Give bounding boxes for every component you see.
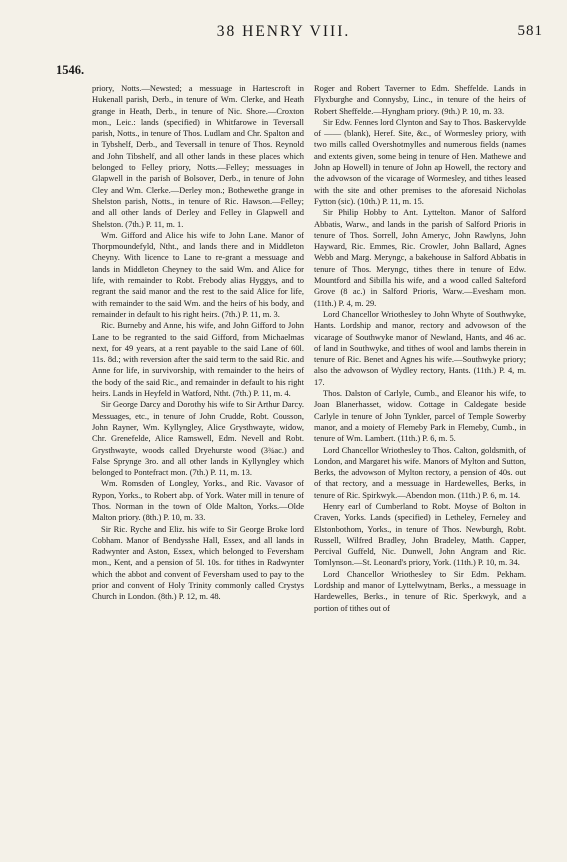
calendar-entry: Roger and Robert Taverner to Edm. Sheffelde. Lands in Flyxburghe and Connysby, Linc., in tenure of the heirs of Robert Sheffelde.—Hyngham priory. (9th.) P. 10, m. 33. [314, 83, 526, 116]
calendar-entry: Wm. Romsden of Longley, Yorks., and Ric. Vavasor of Rypon, Yorks., to Robert abp. of York. Water mill in tenure of Thos. Norman in the town of Olde Malton, Yorks.—Olde Malton priory. (8th.) P. 10, m. 33. [92, 478, 304, 523]
running-title: 38 HENRY VIII. [216, 23, 351, 40]
calendar-entry: Sir Ric. Ryche and Eliz. his wife to Sir George Broke lord Cobham. Manor of Bendysshe Hall, Essex, and all lands in Radwynter and Aston, Essex, which belonged to Feversham mon., Kent, and a pension of 5l. 10s. for tithes in Radwynter which the abbot and convent of Feversham used to pay to the prior and convent of Holy Trinity commonly called Crystys Church in London. (8th.) P. 12, m. 48. [92, 523, 304, 602]
calendar-entry: Sir Philip Hobby to Ant. Lyttelton. Manor of Salford Abbatis, Warw., and lands in the parish of Salford Prioris in tenure of Thos. Sorrell, John Ameryc, John Rawlyns, John Hayward, Ric. Emmes, Ric. Crowler, John Ballard, Agnes Webb and Marg. Meryngc, a bakehouse in Salford Abbatis in tenure of Thos. Meryngc, tithes there in tenure of Edw. Mountford and Sibilla his wife, and a wood called Salteford Grove (8 ac.) in Salford Prioris, Warw.—Evesham mon. (11th.) P. 4, m. 29. [314, 207, 526, 308]
calendar-entry: Lord Chancellor Wriothesley to John Whyte of Southwyke, Hants. Lordship and manor, rectory and advowson of the vicarage of Southwyke manor of Newland, Hants, and 46 ac. of land in Southwyke, and tithes of wool and lambs therein in tenure of Ric. Benet and Agnes his wife.—Southwyke priory; also the advowson of Wydley rectory, Hants. (11th.) P. 4, m. 17. [314, 308, 526, 387]
calendar-entry: Ric. Burneby and Anne, his wife, and John Gifford to John Lane to be regranted to the said Gifford, from Michaelmas next, for 49 years, at a rent payable to the said Lane of 60l. 11s. 8d.; with reversion after the said term to the said Ric. and Anne for life, in survivorship, with remainder to the heirs of the body of the said Ric., and remainder in default to his right heirs. Lands in Heyfeld in Watford, Ntht. (7th.) P. 11, m. 4. [92, 320, 304, 399]
left-column [92, 83, 304, 603]
page-number: 581 [517, 23, 543, 39]
calendar-entry: Sir George Darcy and Dorothy his wife to Sir Arthur Darcy. Messuages, etc., in tenure of John Crudde, Robt. Cousson, John Rayner, Wm. Kyllyngley, Alice Grysthwayte, widow, Chr. Grenefelde, Alice Ramswell, Edm. Nevell and Robt. Grysthwayte, woods called Dryehurste wood (3¾ac.) and False Sprynge 3ro. and all other lands in Kyllyngley which belonged to Pontefract mon. (7th.) P. 11, m. 13. [92, 399, 304, 478]
calendar-entry: Thos. Dalston of Carlyle, Cumb., and Eleanor his wife, to Joan Blanerhasset, widow. Cottage in Caldegate beside Carlyle in tenure of John Tynkler, parcel of Temple Sowerby manor, and a moiety of Flemeby Park in Flemeby, Cumb., in tenure of Wm. Lambert. (11th.) P. 6, m. 5. [314, 388, 526, 444]
year-marker: 1546. [56, 63, 85, 77]
running-head [0, 23, 567, 43]
calendar-entry: priory, Notts.—Newsted; a messuage in Hartescroft in Hukenall parish, Derb., in tenure of Wm. Clerke, and Heath grange in Heath, Derb., in tenure of Nic. Shore.—Croxton mon., Leic.: lands (specified) in Whitfarowe in Teversall parish, Notts., in tenure of Thos. Ludlam and Chr. Spalton and in Tybshelf, Derb., and Teversall in tenure of Thos. Reynold and John Tibshelf, and all other lands in these places which belonged to Felley priory, Notts.—Felley; messuages in Glapwell in the parish of Bolsover, Derb., in tenure of John Cley and Wm. Clerke.—Derley mon.; Bothewethe grange in Shelston parish, Notts., in tenure of Ric. Hawson.—Felley; and all other lands of Derley and Felley in Glapwell and Shelston. (7th.) P. 11, m. 1. [92, 83, 304, 229]
calendar-entry: Henry earl of Cumberland to Robt. Moyse of Bolton in Craven, Yorks. Lands (specified) in Letheley, Ferneley and Elstonbothom, Yorks., in tenure of Thos. Newburgh, Robt. Russell, Wilfred Bradley, John Bradeley, Matth. Capper, Percival Guffeld, Nic. Dunwell, John Angram and Ric. Tomlynson.—St. Leonard's priory, York. (11th.) P. 10, m. 34. [314, 500, 526, 568]
right-column [314, 83, 526, 614]
calendar-entry: Sir Edw. Fennes lord Clynton and Say to Thos. Baskervylde of —— (blank), Heref. Site, &c., of Wormesley priory, with two mills called Overshotmylles and numerous fields (names and extents given, some being in tenure of Hen. Mathewe and John ap Howell) in tenure of John ap Howell, the rectory and the advowson of the vicarage of Wormesley, and tithes leased with the site and other premises to the aforesaid Nicholas Fytton (sic). (10th.) P. 11, m. 15. [314, 116, 526, 206]
calendar-entry: Wm. Gifford and Alice his wife to John Lane. Manor of Thorpmoundefyld, Ntht., and lands there and in Middleton Cheyny. With licence to Lane to re-grant a messuage and lands in Middleton Cheyney to the said Wm. and Alice for life, with remainder to Robt. Frebody alias Hyggys, and to regrant the said manor and the rest to the said Alice for life, with remainder to the said Wm. and the heirs of his body, and remainder in default to his right heirs. (7th.) P. 11, m. 3. [92, 229, 304, 319]
calendar-entry: Lord Chancellor Wriothesley to Sir Edm. Pekham. Lordship and manor of Lyttelwytnam, Berks., a messuage in Hardewelles, Berks., in tenure of Ric. Sperkwyk, and a portion of tithes out of [314, 568, 526, 613]
calendar-entry: Lord Chancellor Wriothesley to Thos. Calton, goldsmith, of London, and Margaret his wife. Manors of Mylton and Sutton, Berks, the advowson of Mylton rectory, a pension of 40s. out of that rectory, and a messuage in Hardewelles, Berks, in tenure of Ric. Spirkwyk.—Abendon mon. (11th.) P. 6, m. 14. [314, 444, 526, 500]
